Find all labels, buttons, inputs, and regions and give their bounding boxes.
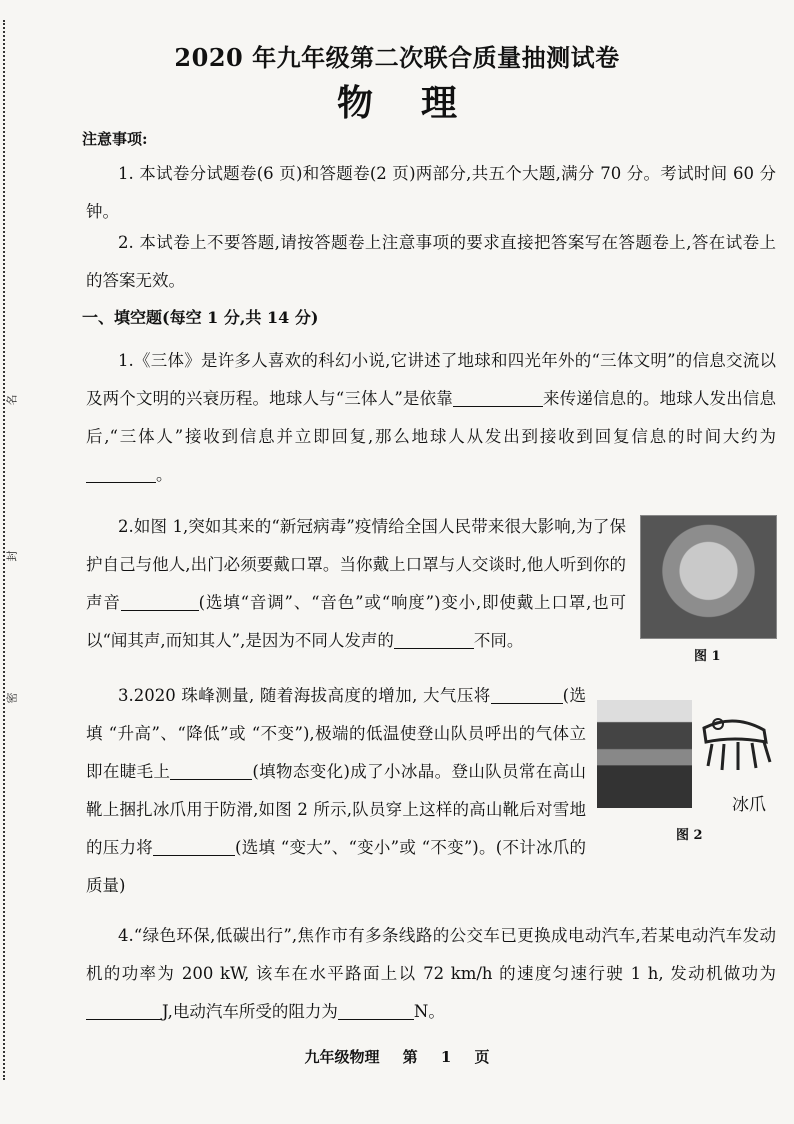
answer-blank[interactable] bbox=[86, 466, 156, 484]
question-text: (选填 “升高”、“降低”或 “不变”),极端的低温使登山队员呼出的气体立即在睫毛上 bbox=[86, 686, 587, 781]
section-heading: 一、填空题(每空 1 分,共 14 分) bbox=[82, 308, 319, 327]
answer-blank[interactable] bbox=[170, 763, 252, 781]
question-1 bbox=[86, 342, 776, 494]
question-text: 。 bbox=[156, 465, 173, 484]
question-2 bbox=[86, 508, 626, 660]
subject-title: 物理 bbox=[336, 82, 505, 124]
binding-char: 密 bbox=[5, 692, 19, 704]
answer-blank[interactable] bbox=[121, 594, 199, 612]
exam-title: 2020 年九年级第二次联合质量抽测试卷 bbox=[174, 43, 620, 72]
question-text: 不同。 bbox=[473, 631, 524, 650]
question-text: (填物态变化)成了小冰晶。登山队员常在高山靴上捆扎冰爪用于防滑,如图 2 所示,队员穿上这样的高山靴后对雪地的压力将 bbox=[86, 762, 587, 857]
question-text: 4.“绿色环保,低碳出行”,焦作市有多条线路的公交车已更换成电动汽车,若某电动汽车发动机的功率为 200 kW, 该车在水平路面上以 72 km/h 的速度匀速行驶 1 h, 发动机做功为 bbox=[86, 926, 776, 983]
answer-blank[interactable] bbox=[86, 1003, 162, 1021]
question-text: 3.2020 珠峰测量, 随着海拔高度的增加, 大气压将 bbox=[118, 686, 491, 705]
claw-label: 冰爪 bbox=[732, 795, 766, 815]
question-text: (选填 “变大”、“变小”或 “不变”)。(不计冰爪的质量) bbox=[86, 838, 586, 895]
notice-item-2: 2. 本试卷上不要答题,请按答题卷上注意事项的要求直接把答案写在答题卷上,答在试卷上的答案无效。 bbox=[86, 233, 776, 290]
question-text: 2.如图 1,突如其来的“新冠病毒”疫情给全国人民带来很大影响,为了保护自己与他人,出门必须要戴口罩。当你戴上口罩与人交谈时,他人听到你的声音 bbox=[86, 517, 626, 612]
figure-2-climbers-image bbox=[597, 700, 692, 808]
notice-item-1: 1. 本试卷分试题卷(6 页)和答题卷(2 页)两部分,共五个大题,满分 70 分。考试时间 60 分钟。 bbox=[86, 164, 776, 221]
answer-blank[interactable] bbox=[338, 1003, 414, 1021]
answer-blank[interactable] bbox=[453, 390, 543, 408]
figure-caption: 图 1 bbox=[694, 649, 721, 664]
question-text: (选填“音调”、“音色”或“响度”)变小,即使戴上口罩,也可以“闻其声,而知其人”,是因为不同人发声的 bbox=[86, 593, 626, 650]
question-text: N。 bbox=[413, 1002, 445, 1021]
answer-blank[interactable] bbox=[153, 839, 235, 857]
binding-char: 名 bbox=[5, 394, 19, 406]
answer-blank[interactable] bbox=[394, 632, 474, 650]
question-text: 来传递信息的。地球人发出信息后,“三体人”接收到信息并立即回复,那么地球人从发出到接收到回复信息的时间大约为 bbox=[86, 389, 777, 446]
ice-claw-icon bbox=[694, 708, 776, 778]
answer-blank[interactable] bbox=[491, 687, 563, 705]
notice-heading: 注意事项: bbox=[82, 130, 148, 148]
question-text: 1.《三体》是许多人喜欢的科幻小说,它讲述了地球和四光年外的“三体文明”的信息交流以及两个文明的兴衰历程。地球人与“三体人”是依靠 bbox=[86, 351, 776, 408]
question-4 bbox=[86, 917, 776, 1031]
question-3 bbox=[86, 677, 586, 905]
figure-caption: 图 2 bbox=[676, 828, 703, 843]
question-text: J,电动汽车所受的阻力为 bbox=[162, 1002, 338, 1021]
page-footer: 九年级物理 第 1 页 bbox=[304, 1048, 490, 1066]
binding-char: 封 bbox=[5, 550, 19, 562]
figure-1-masked-person-image bbox=[640, 515, 777, 639]
